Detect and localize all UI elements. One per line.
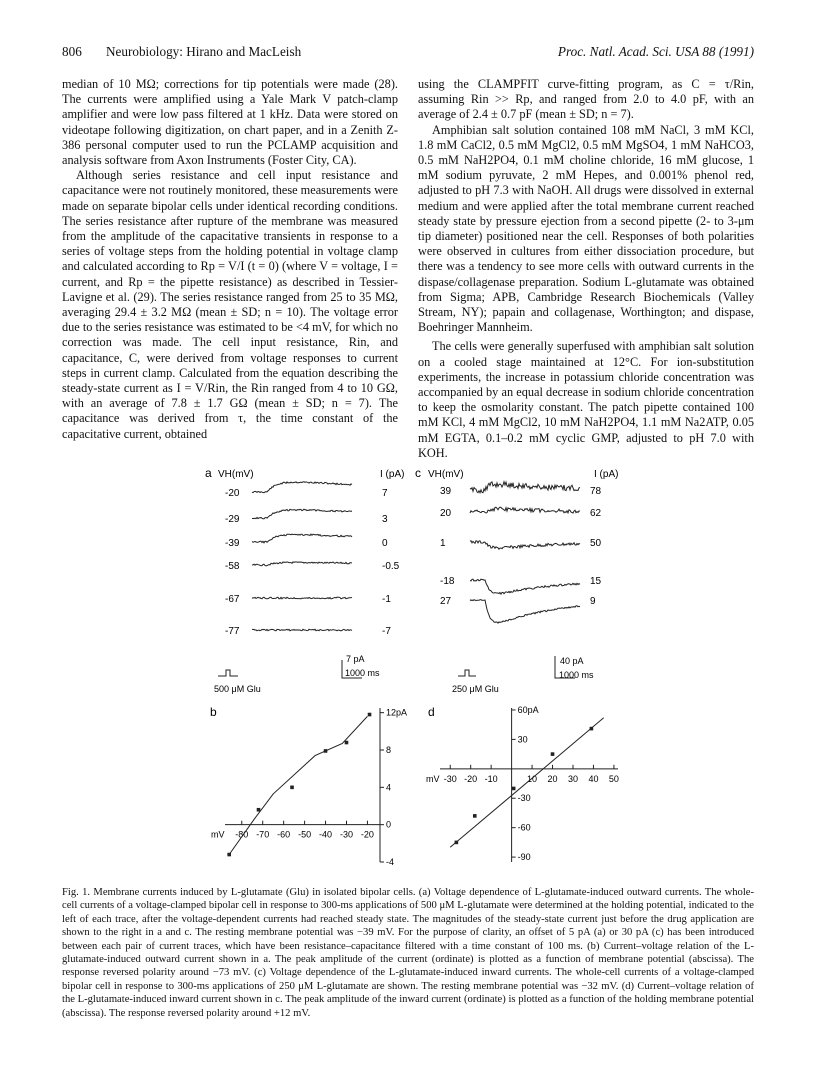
panel-a-trace: [252, 482, 352, 493]
journal-reference: Proc. Natl. Acad. Sci. USA 88 (1991): [557, 44, 754, 59]
panel-a: [205, 466, 404, 694]
panel-c-trace-i: 50: [590, 538, 602, 549]
panel-c-trace: [470, 507, 580, 513]
y-tick-label: -4: [386, 857, 395, 867]
panel-a-trace: [252, 509, 352, 519]
x-tick-label: 30: [567, 773, 578, 784]
panel-a-i-label: I (pA): [380, 469, 405, 480]
x-tick-label: 20: [547, 773, 558, 784]
x-tick-label: -60: [277, 829, 291, 840]
x-tick-label: 40: [588, 773, 599, 784]
panel-a-trace-i: 7: [382, 488, 388, 499]
panel-a-trace-vh: -58: [225, 561, 240, 572]
panel-c-trace-vh: 27: [440, 596, 452, 607]
data-point: [473, 814, 477, 818]
panel-a-trace-vh: -29: [225, 514, 240, 525]
x-tick-label: -20: [464, 773, 478, 784]
panel-c-stim-pulse: [458, 670, 476, 676]
y-tick-label: -90: [517, 852, 531, 863]
panel-c-label: c: [415, 466, 421, 480]
panel-c-trace: [470, 600, 580, 624]
panel-a-vh-label: VH(mV): [218, 469, 254, 480]
panel-d-chart: [426, 705, 619, 862]
page-number: 806: [62, 44, 82, 59]
y-tick-label: -30: [517, 793, 531, 804]
data-point: [227, 853, 231, 857]
panel-a-trace: [252, 534, 352, 543]
caption-label: Fig. 1.: [62, 887, 91, 898]
panel-a-trace-vh: -20: [225, 488, 240, 499]
panel-a-trace: [252, 562, 352, 566]
x-tick-label: -70: [256, 829, 270, 840]
panel-c-trace-vh: 1: [440, 538, 446, 549]
journal-topic: Neurobiology: Hirano and MacLeish: [106, 44, 302, 59]
panel-c-trace-i: 15: [590, 576, 602, 587]
panel-a-trace-vh: -77: [225, 626, 240, 637]
x-tick-label: -50: [298, 829, 312, 840]
panel-a-stim-label: 500 μM Glu: [214, 684, 261, 694]
panel-a-trace-vh: -39: [225, 538, 240, 549]
y-tick-label: 4: [386, 782, 392, 793]
panel-b-chart: [210, 705, 407, 867]
panel-c-i-label: I (pA): [594, 469, 619, 480]
x-axis-label: mV: [426, 773, 440, 784]
panel-c-trace-vh: 20: [440, 508, 452, 519]
panel-c-trace-vh: -18: [440, 576, 455, 587]
panel-c-trace-vh: 39: [440, 486, 452, 497]
x-tick-label: 10: [527, 773, 538, 784]
panel-a-traces: [225, 482, 400, 637]
panel-c-trace-i: 78: [590, 486, 602, 497]
y-tick-label: 60pA: [517, 704, 539, 715]
panel-a-trace-i: -0.5: [382, 561, 400, 572]
data-point: [590, 727, 594, 731]
right-column: [418, 77, 754, 461]
panel-a-stim-pulse: [218, 670, 238, 676]
data-point: [455, 841, 459, 845]
figure-1: [60, 450, 760, 880]
data-point: [368, 713, 372, 717]
panel-a-label: a: [205, 466, 212, 480]
y-tick-label: 30: [517, 734, 528, 745]
panel-c-traces: [440, 482, 602, 623]
x-tick-label: -20: [360, 829, 374, 840]
x-tick-label: -10: [484, 773, 498, 784]
x-tick-label: -40: [319, 829, 333, 840]
panel-b-label: b: [210, 705, 217, 719]
panel-c-trace: [470, 541, 580, 550]
panel-c-vh-label: VH(mV): [428, 469, 464, 480]
figure-caption: [62, 886, 754, 1020]
panel-a-trace: [252, 597, 352, 599]
panel-c-scale-time: 1000 ms: [559, 670, 594, 680]
panel-a-trace-i: -1: [382, 594, 391, 605]
data-point: [345, 741, 349, 745]
y-tick-label: -60: [517, 822, 531, 833]
x-axis-label: mV: [211, 829, 225, 840]
y-tick-label: 8: [386, 745, 392, 755]
panel-a-trace: [252, 629, 352, 631]
data-point: [257, 808, 261, 812]
panel-c-trace: [470, 579, 580, 594]
page-header: [62, 44, 754, 64]
panel-c-trace-i: 62: [590, 508, 602, 519]
y-tick-label: 0: [386, 819, 392, 830]
panel-a-trace-i: 0: [382, 538, 388, 549]
panel-a-trace-i: -7: [382, 626, 391, 637]
figure-svg: [60, 450, 760, 880]
panel-c-stim-label: 250 μM Glu: [452, 684, 499, 694]
panel-c-trace: [470, 482, 580, 493]
caption-text: Membrane currents induced by L-glutamate (Glu) in isolated bipolar cells. (a) Voltage dependence of L-glutamate-induced outward currents. The whole-cell currents of a voltage-clamped bipolar cell in response to 300-ms applications of 500 μM L-glutamate were determined at the holding potential, indicated to the left of each trace, after the voltage-dependent currents had reached steady state. The magnitudes of the steady-state current just before the drug application are shown to the right in a and c. The resting membrane potential was −39 mV. For the purpose of clarity, an offset of 5 pA (a) or 30 pA (c) has been introduced between each pair of current traces, which have been resistance–capacitance filtered with a time constant of 100 ms. (b) Current–voltage relation of the L-glutamate-induced outward current shown in a. The peak amplitude of the current (ordinate) is plotted as a function of membrane potential (abscissa). The response reversed polarity around −73 mV. (c) Voltage dependence of the L-glutamate-induced inward currents. The whole-cell currents of a voltage-clamped bipolar cell in response to 300-ms applications of 250 μM L-glutamate are shown. The resting membrane potential was −32 mV. (d) Current–voltage relation of the L-glutamate-induced inward current shown in c. The peak amplitude of the inward current (ordinate) is plotted as a function of the holding membrane potential (abscissa). The response reversed polarity around +12 mV.: [62, 887, 755, 1019]
data-point: [290, 786, 294, 790]
data-point: [512, 787, 516, 791]
x-tick-label: -80: [235, 829, 249, 840]
left-paragraph-2: Although series resistance and cell input resistance and capacitance were not routinely monitored, these measurements were made on separate bipolar cells under identical recording conditions. The series resistance after rupture of the membrane was measured from the amplitude of the capacitative transients in response to a series of voltage steps from the holding potential in voltage clamp and calculated according to Rp = V/I (t = 0) (where V = voltage, I = current, and Rp = the pipette resistance) as described in Tessier-Lavigne et al. (29). The series resistance ranged from 25 to 35 MΩ, averaging 29.4 ± 3.2 MΩ (mean ± SD; n = 10). The voltage error due to the series resistance was estimated to be <4 mV, for which no correction was made. The cell input resistance, Rin, and capacitance, C, were derived from voltage responses to current steps in current clamp. Calculated from the equation describing the steady-state current as I = V/Rin, the Rin ranged from 4 to 10 GΩ, with an average of 7.8 ± 1.7 GΩ (mean ± SD; n = 7). The capacitance was derived from τ, the time constant of the capacitative current, obtained: [62, 168, 398, 441]
panel-a-trace-i: 3: [382, 514, 388, 525]
left-paragraph-1: median of 10 MΩ; corrections for tip potentials were made (28). The currents were amplified using a Yale Mark V patch-clamp amplifier and were low pass filtered at 1 kHz. Data were stored on videotape following digitization, on chart paper, and in a Zenith Z-386 personal computer used to run the PCLAMP acquisition and analysis software from Axon Instruments (Foster City, CA).: [62, 77, 398, 168]
panel-c: [415, 466, 618, 694]
panel-d-label: d: [428, 705, 435, 719]
x-tick-label: -30: [339, 829, 353, 840]
left-column: [62, 77, 398, 442]
y-tick-label: 12pA: [386, 707, 408, 718]
right-paragraph-2: Amphibian salt solution contained 108 mM NaCl, 3 mM KCl, 1.8 mM CaCl2, 0.5 mM MgCl2, 0.5 mM MgSO4, 1 mM NaHCO3, 0.5 mM NaH2PO4, 0.1 mM choline chloride, 16 mM glucose, 1 mM sodium pyruvate, 2 mM Hepes, and 0.001% phenol red, adjusted to pH 7.3 with NaOH. All drugs were dissolved in external medium and were applied after the total membrane current reached steady state by pressure ejection from a second pipette (2- to 3-μm tip diameter) positioned near the cell. Responses of both polarities were observed in cultures from either dissociation procedure, but there was a tendency to see more cells with outward currents in the dispase/collagenase preparation. Sodium L-glutamate was obtained from Sigma; APB, Cambridge Research Biochemicals (Valley Stream, NY); papain and collagenase, Worthington; and dispase, Boehringer Mannheim.: [418, 122, 754, 335]
right-paragraph-1: using the CLAMPFIT curve-fitting program, as C = τ/Rin, assuming Rin >> Rp, and ranged from 2.0 to 4.0 pF, with an average of 2.4 ± 0.7 pF (mean ± SD; n = 7).: [418, 77, 754, 122]
x-tick-label: -30: [443, 773, 457, 784]
panel-a-trace-vh: -67: [225, 594, 240, 605]
panel-c-trace-i: 9: [590, 596, 596, 607]
panel-c-scale-current: 40 pA: [560, 656, 584, 666]
data-point: [551, 752, 555, 756]
panel-a-scale-time: 1000 ms: [345, 668, 380, 678]
x-tick-label: 50: [608, 773, 619, 784]
data-point: [324, 749, 328, 753]
panel-a-scale-current: 7 pA: [346, 654, 365, 664]
right-paragraph-3: The cells were generally superfused with amphibian salt solution on a cooled stage maintained at 12°C. For ion-substitution experiments, the increase in potassium chloride concentration was accompanied by an equal decrease in sodium chloride concentration to keep the osmolarity constant. The patch pipette contained 100 mM KCl, 4 mM MgCl2, 10 mM NaH2PO4, 1.1 mM Na2ATP, 0.05 mM EGTA, 0.1–0.2 mM cyclic GMP, adjusted to pH 7.0 with KOH.: [418, 339, 754, 460]
